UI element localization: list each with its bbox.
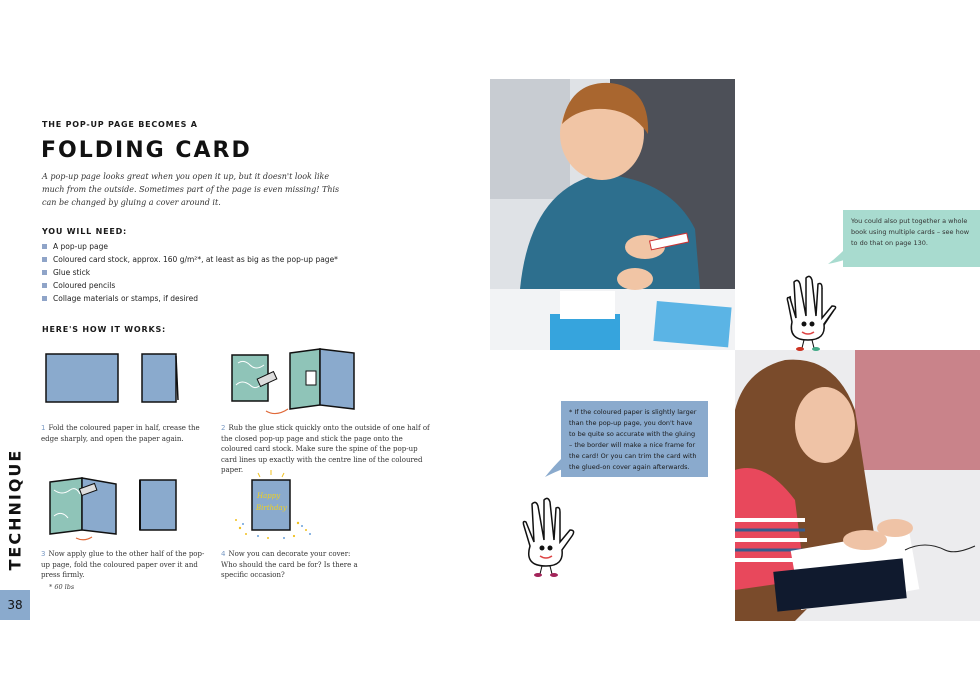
page-title: FOLDING CARD bbox=[41, 138, 252, 163]
list-item-label: Coloured card stock, approx. 160 g/m²*, at least as big as the pop-up page* bbox=[53, 255, 338, 264]
step-2-illustration bbox=[228, 345, 360, 420]
step-2 bbox=[221, 423, 431, 476]
tip-text-top: You could also put together a whole book using multiple cards – see how to do that on page 130. bbox=[851, 217, 970, 247]
card-text-happy: Happy bbox=[257, 492, 281, 500]
photo-girl-drawing bbox=[735, 350, 980, 621]
step-4-illustration bbox=[228, 468, 328, 548]
step-number: 4 bbox=[221, 550, 226, 558]
footnote: * 60 lbs bbox=[49, 583, 75, 591]
step-number: 3 bbox=[41, 550, 46, 558]
list-item-label: Glue stick bbox=[53, 268, 91, 277]
step-1-illustration bbox=[44, 348, 184, 408]
bullet-icon bbox=[42, 244, 47, 249]
list-item bbox=[42, 279, 338, 292]
list-item bbox=[42, 292, 338, 305]
list-item bbox=[42, 266, 338, 279]
list-item bbox=[42, 240, 338, 253]
step-text: Now you can decorate your cover: Who should the card be for? Is there a specific occasion? bbox=[221, 550, 358, 579]
section-label: TECHNIQUE bbox=[5, 448, 25, 571]
bullet-icon bbox=[42, 283, 47, 288]
intro-text: A pop-up page looks great when you open it up, but it doesn't look like much from the outside. Sometimes part of the page is even missing! This can be changed by gluing a cover around it. bbox=[42, 172, 340, 207]
list-item-label: Collage materials or stamps, if desired bbox=[53, 294, 198, 303]
photo-boy-gluing bbox=[490, 79, 735, 350]
step-3 bbox=[41, 549, 211, 581]
step-text: Fold the coloured paper in half, crease the edge sharply, and open the paper again. bbox=[41, 424, 200, 443]
glove-mascot-icon bbox=[516, 488, 578, 578]
list-item-label: A pop-up page bbox=[53, 242, 108, 251]
step-text: Now apply glue to the other half of the pop-up page, fold the coloured paper over it and press firmly. bbox=[41, 550, 205, 579]
list-item bbox=[42, 253, 338, 266]
bullet-icon bbox=[42, 270, 47, 275]
step-text: Rub the glue stick quickly onto the outside of one half of the closed pop-up page and stick the page onto the coloured card stock. Make sure the spine of the pop-up card lines up exactly with the centre line of the coloured paper. bbox=[221, 424, 430, 474]
section-kicker: THE POP-UP PAGE BECOMES A bbox=[42, 120, 198, 129]
instructions-heading: HERE'S HOW IT WORKS: bbox=[42, 325, 167, 334]
page-number-left: 38 bbox=[0, 590, 30, 620]
materials-heading: YOU WILL NEED: bbox=[42, 227, 128, 236]
step-number: 2 bbox=[221, 424, 226, 432]
speech-tail-middle bbox=[543, 455, 565, 479]
section-side-tab bbox=[0, 448, 30, 588]
step-number: 1 bbox=[41, 424, 46, 432]
materials-list bbox=[42, 240, 338, 305]
speech-tail-top bbox=[826, 246, 846, 266]
step-4 bbox=[221, 549, 361, 581]
bullet-icon bbox=[42, 257, 47, 262]
step-3-illustration bbox=[46, 472, 186, 542]
tip-bubble-top bbox=[843, 210, 980, 267]
tip-bubble-middle bbox=[561, 401, 708, 477]
tip-text-middle: * If the coloured paper is slightly larger than the pop-up page, you don't have to be quite so accurate with the gluing – the border will make a nice frame for the card! Or you can trim the card with the glued-on cover again afterwards. bbox=[569, 408, 697, 471]
step-1 bbox=[41, 423, 211, 444]
glove-mascot-icon bbox=[778, 266, 840, 352]
card-text-birthday: Birthday bbox=[256, 504, 287, 512]
bullet-icon bbox=[42, 296, 47, 301]
list-item-label: Coloured pencils bbox=[53, 281, 116, 290]
